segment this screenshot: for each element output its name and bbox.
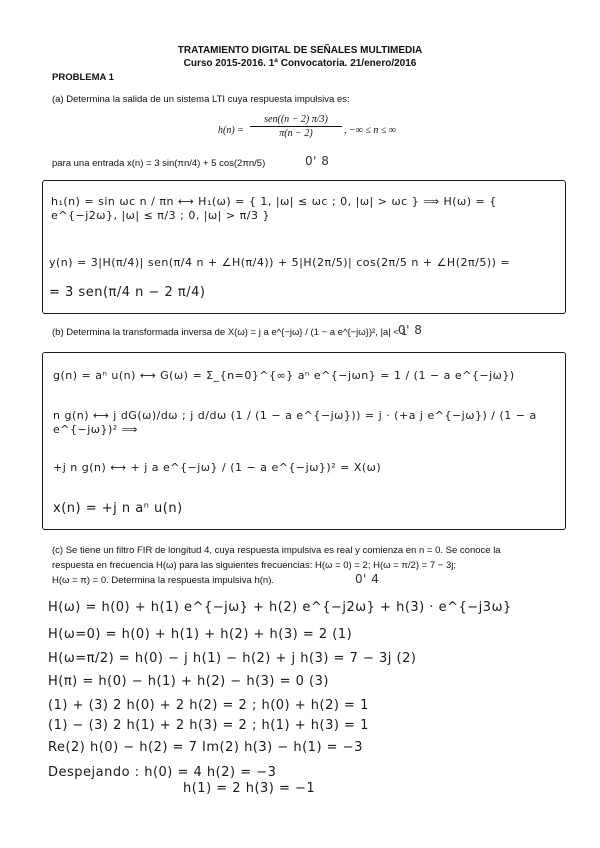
part-c-answer-line-3: H(ω=π/2) = h(0) − j h(1) − h(2) + j h(3) = 7 − 3j (2) [48, 651, 417, 666]
part-a-formula-rhs: , −∞ ≤ n ≤ ∞ [344, 125, 396, 136]
exam-title: TRATAMIENTO DIGITAL DE SEÑALES MULTIMEDIA [177, 45, 423, 56]
part-c-grade: 0' 4 [355, 572, 380, 586]
part-a-answer-line-2: y(n) = 3|H(π/4)| sen(π/4 n + ∠H(π/4)) + 5|H(2π/5)| cos(2π/5 n + ∠H(2π/5)) = [49, 256, 511, 269]
part-b-answer-line-2: n g(n) ⟷ j dG(ω)/dω ; j d/dω (1 / (1 − a e^{−jω})) = j · (+a j e^{−jω}) / (1 − a e^{−jω})² ⟹ [53, 409, 537, 436]
part-c-answer-line-5: (1) + (3) 2 h(0) + 2 h(2) = 2 ; h(0) + h(2) = 1 [48, 698, 369, 713]
part-a-question: (a) Determina la salida de un sistema LTI cuya respuesta impulsiva es: [52, 94, 350, 105]
part-c-answer-line-8: Despejando : h(0) = 4 h(2) = −3 [48, 765, 277, 780]
part-b-question: (b) Determina la transformada inversa de X(ω) = j a e^{−jω} / (1 − a e^{−jω})², |a| < 1 [52, 327, 407, 338]
part-c-answer-line-9: h(1) = 2 h(3) = −1 [183, 781, 316, 796]
part-a-formula-denominator: π(n − 2) [279, 128, 313, 139]
part-c-question-line-1: (c) Se tiene un filtro FIR de longitud 4, cuya respuesta impulsiva es real y comienza en n = 0. Se conoce la [52, 545, 501, 556]
part-a-grade: 0' 8 [305, 154, 330, 168]
part-c-question-line-2: respuesta en frecuencia H(ω) para las siguientes frecuencias: H(ω = 0) = 2; H(ω = π/2) = 7 − 3j; [52, 560, 456, 571]
part-a-input: para una entrada x(n) = 3 sin(πn/4) + 5 cos(2πn/5) [52, 158, 266, 169]
part-c-answer-line-2: H(ω=0) = h(0) + h(1) + h(2) + h(3) = 2 (1) [48, 627, 353, 642]
part-b-answer-box [42, 352, 566, 530]
part-b-answer-line-3: +j n g(n) ⟷ + j a e^{−jω} / (1 − a e^{−jω})² = X(ω) [53, 461, 382, 474]
part-a-formula-numerator: sen((n − 2) π/3) [264, 114, 328, 125]
part-b-answer-line-4: x(n) = +j n aⁿ u(n) [53, 501, 183, 516]
part-c-answer-line-4: H(π) = h(0) − h(1) + h(2) − h(3) = 0 (3) [48, 674, 329, 689]
part-c-question-line-3: H(ω = π) = 0. Determina la respuesta impulsiva h(n). [52, 575, 274, 586]
part-c-answer-line-7: Re(2) h(0) − h(2) = 7 Im(2) h(3) − h(1) = −3 [48, 740, 363, 755]
part-a-answer-box [42, 180, 566, 314]
part-b-answer-line-1: g(n) = aⁿ u(n) ⟷ G(ω) = Σ_{n=0}^{∞} aⁿ e^{−jωn} = 1 / (1 − a e^{−jω}) [53, 369, 515, 382]
part-a-fraction [250, 114, 342, 139]
exam-subtitle: Curso 2015-2016. 1ª Convocatoria. 21/enero/2016 [183, 58, 417, 69]
part-a-answer-line-3: = 3 sen(π/4 n − 2 π/4) [49, 285, 206, 300]
part-c-answer-line-6: (1) − (3) 2 h(1) + 2 h(3) = 2 ; h(1) + h(3) = 1 [48, 718, 369, 733]
part-a-answer-line-1: h₁(n) = sin ωc n / πn ⟷ H₁(ω) = { 1, |ω| ≤ ωc ; 0, |ω| > ωc } ⟹ H(ω) = { e^{−j2ω}, |ω| ≤ π/3 ; 0, |ω| > π/3 } [51, 195, 497, 222]
part-b-grade: 0' 8 [398, 323, 423, 337]
part-c-answer-line-1: H(ω) = h(0) + h(1) e^{−jω} + h(2) e^{−j2ω} + h(3) · e^{−j3ω} [48, 600, 512, 615]
problem-label: PROBLEMA 1 [52, 72, 114, 83]
part-a-formula-lhs: h(n) = [218, 125, 244, 136]
